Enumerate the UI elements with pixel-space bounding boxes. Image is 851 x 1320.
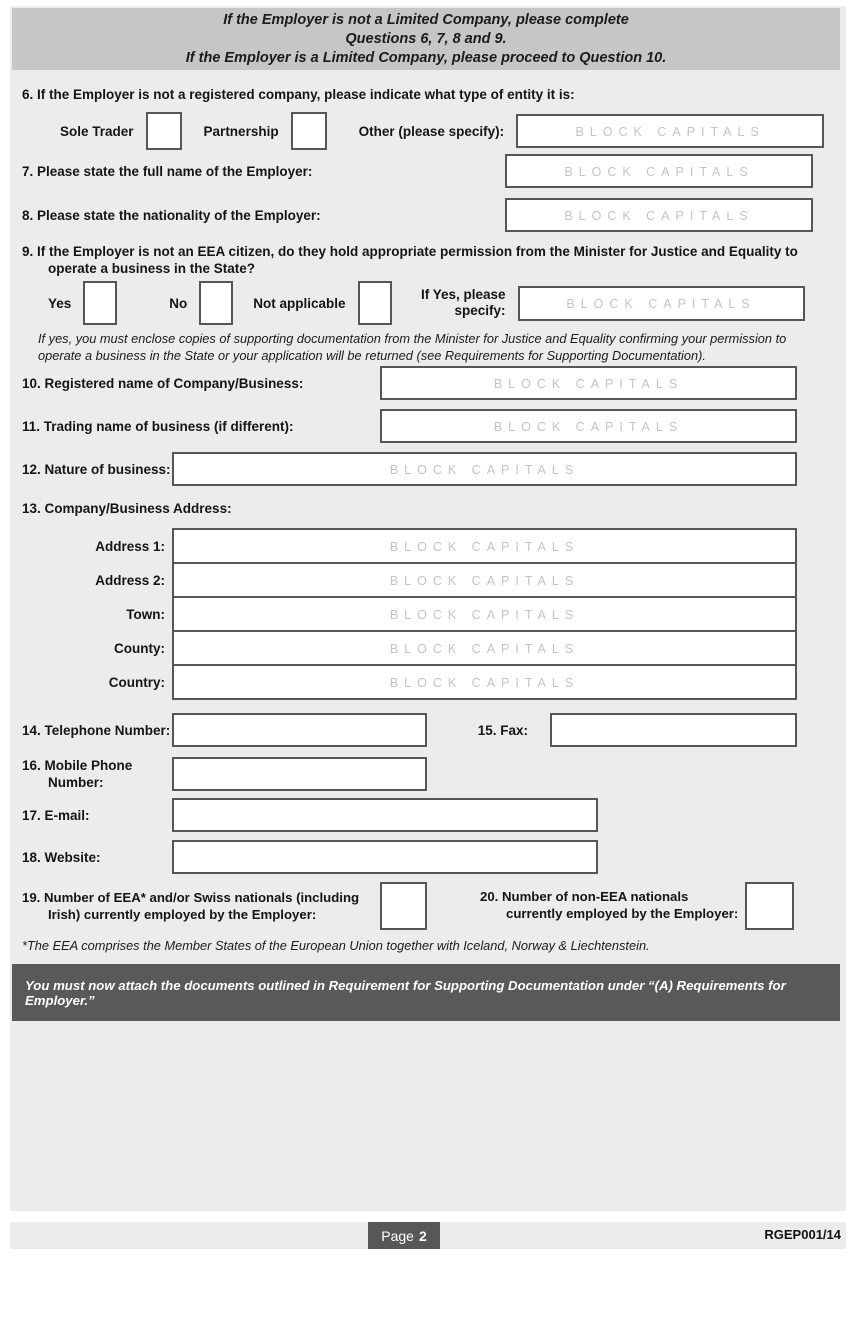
q14-label: 14. Telephone Number:	[22, 722, 171, 738]
q13-town-input[interactable]	[172, 596, 797, 632]
q13-county-row	[10, 630, 846, 666]
q10-label: 10. Registered name of Company/Business:	[22, 375, 304, 391]
q6-sole-trader-label: Sole Trader	[60, 123, 134, 139]
q16-label: 16. Mobile Phone Number:	[22, 758, 133, 790]
q17-label: 17. E-mail:	[22, 807, 90, 823]
q6-partnership-label: Partnership	[203, 123, 279, 139]
q7-employer-name-input[interactable]	[505, 154, 813, 188]
q9-not-applicable-checkbox[interactable]	[358, 281, 392, 325]
q9-options-row	[10, 280, 846, 326]
header-notice-band	[12, 8, 840, 70]
q19-label: 19. Number of EEA* and/or Swiss nationals (including Irish) currently employed by the Employer:	[22, 890, 360, 922]
q9-no-label: No	[169, 295, 188, 311]
q7-row	[10, 153, 846, 189]
q6-partnership-checkbox[interactable]	[291, 112, 327, 150]
q6-options-row	[10, 110, 846, 152]
q10-registered-name-input[interactable]	[380, 366, 797, 400]
q13-country-label: Country:	[108, 674, 165, 690]
q13-town-row	[10, 596, 846, 632]
page-indicator	[368, 1222, 440, 1249]
q8-label: 8. Please state the nationality of the Employer:	[22, 207, 321, 223]
q16-row	[10, 755, 846, 793]
eea-footnote: *The EEA comprises the Member States of the European Union together with Iceland, Norway & Liechtenstein.	[22, 938, 650, 953]
q10-row	[10, 365, 846, 401]
q9-yes-label: Yes	[48, 295, 72, 311]
q9-yes-checkbox[interactable]	[83, 281, 117, 325]
q14-telephone-input[interactable]	[172, 713, 427, 747]
q13-address2-row	[10, 562, 846, 598]
q20-label: 20. Number of non-EEA nationals currently employed by the Employer:	[480, 889, 739, 921]
q18-website-input[interactable]	[172, 840, 598, 874]
q6-label: 6. If the Employer is not a registered company, please indicate what type of entity it is:	[22, 87, 575, 102]
q6-sole-trader-checkbox[interactable]	[146, 112, 182, 150]
footer-strip	[10, 1222, 846, 1249]
page-indicator-number: 2	[418, 1227, 427, 1244]
q13-address1-label: Address 1:	[95, 538, 165, 554]
q15-fax-input[interactable]	[550, 713, 797, 747]
form-code: RGEP001/14	[764, 1227, 841, 1242]
q19-q20-row	[10, 880, 846, 932]
page-indicator-label: Page	[381, 1227, 414, 1244]
form-sheet	[10, 6, 846, 1211]
header-notice-line2: Questions 6, 7, 8 and 9.	[345, 30, 507, 47]
q19-eea-count-input[interactable]	[380, 882, 427, 930]
q20-non-eea-count-input[interactable]	[745, 882, 794, 930]
q13-label: 13. Company/Business Address:	[22, 501, 232, 516]
q13-county-label: County:	[114, 640, 165, 656]
attach-documents-notice-text: You must now attach the documents outlined in Requirement for Supporting Documentation under “(A) Requirements for Employer.”	[25, 977, 786, 1008]
q8-nationality-input[interactable]	[505, 198, 813, 232]
q13-address2-label: Address 2:	[95, 572, 165, 588]
q17-email-input[interactable]	[172, 798, 598, 832]
q15-label: 15. Fax:	[477, 723, 528, 738]
q6-other-input[interactable]	[516, 114, 824, 148]
header-notice-line1: If the Employer is not a Limited Company, please complete	[223, 11, 629, 28]
q12-row	[10, 451, 846, 487]
q18-label: 18. Website:	[22, 849, 101, 865]
q11-label: 11. Trading name of business (if different):	[22, 418, 294, 434]
q9-note: If yes, you must enclose copies of supporting documentation from the Minister for Justice and Equality confirming your permission to operate a business in the State or your application will be returned (see Requirements for Supporting Documentation).	[38, 331, 787, 363]
q9-not-applicable-label: Not applicable	[253, 295, 346, 311]
q9-specify-label: If Yes, please specify:	[420, 287, 506, 318]
q13-country-input[interactable]	[172, 664, 797, 700]
q16-mobile-input[interactable]	[172, 757, 427, 791]
q12-nature-of-business-input[interactable]	[172, 452, 797, 486]
q17-row	[10, 797, 846, 833]
header-notice-line3: If the Employer is a Limited Company, please proceed to Question 10.	[185, 49, 667, 66]
q12-label: 12. Nature of business:	[22, 461, 171, 477]
q7-label: 7. Please state the full name of the Employer:	[22, 163, 313, 179]
q9-no-checkbox[interactable]	[199, 281, 233, 325]
q11-trading-name-input[interactable]	[380, 409, 797, 443]
attach-documents-notice	[12, 964, 840, 1021]
q13-address2-input[interactable]	[172, 562, 797, 598]
q9-label: 9. If the Employer is not an EEA citizen, do they hold appropriate permission from the Minister for Justice and Equality to operate a business in the State?	[22, 244, 798, 276]
q11-row	[10, 408, 846, 444]
q14-q15-row	[10, 712, 846, 748]
q18-row	[10, 839, 846, 875]
q13-address1-row	[10, 528, 846, 564]
q13-country-row	[10, 664, 846, 700]
q9-specify-input[interactable]	[518, 286, 805, 321]
q13-town-label: Town:	[126, 606, 165, 622]
q8-row	[10, 197, 846, 233]
q6-other-label: Other (please specify):	[358, 123, 505, 139]
q13-address1-input[interactable]	[172, 528, 797, 564]
q13-county-input[interactable]	[172, 630, 797, 666]
